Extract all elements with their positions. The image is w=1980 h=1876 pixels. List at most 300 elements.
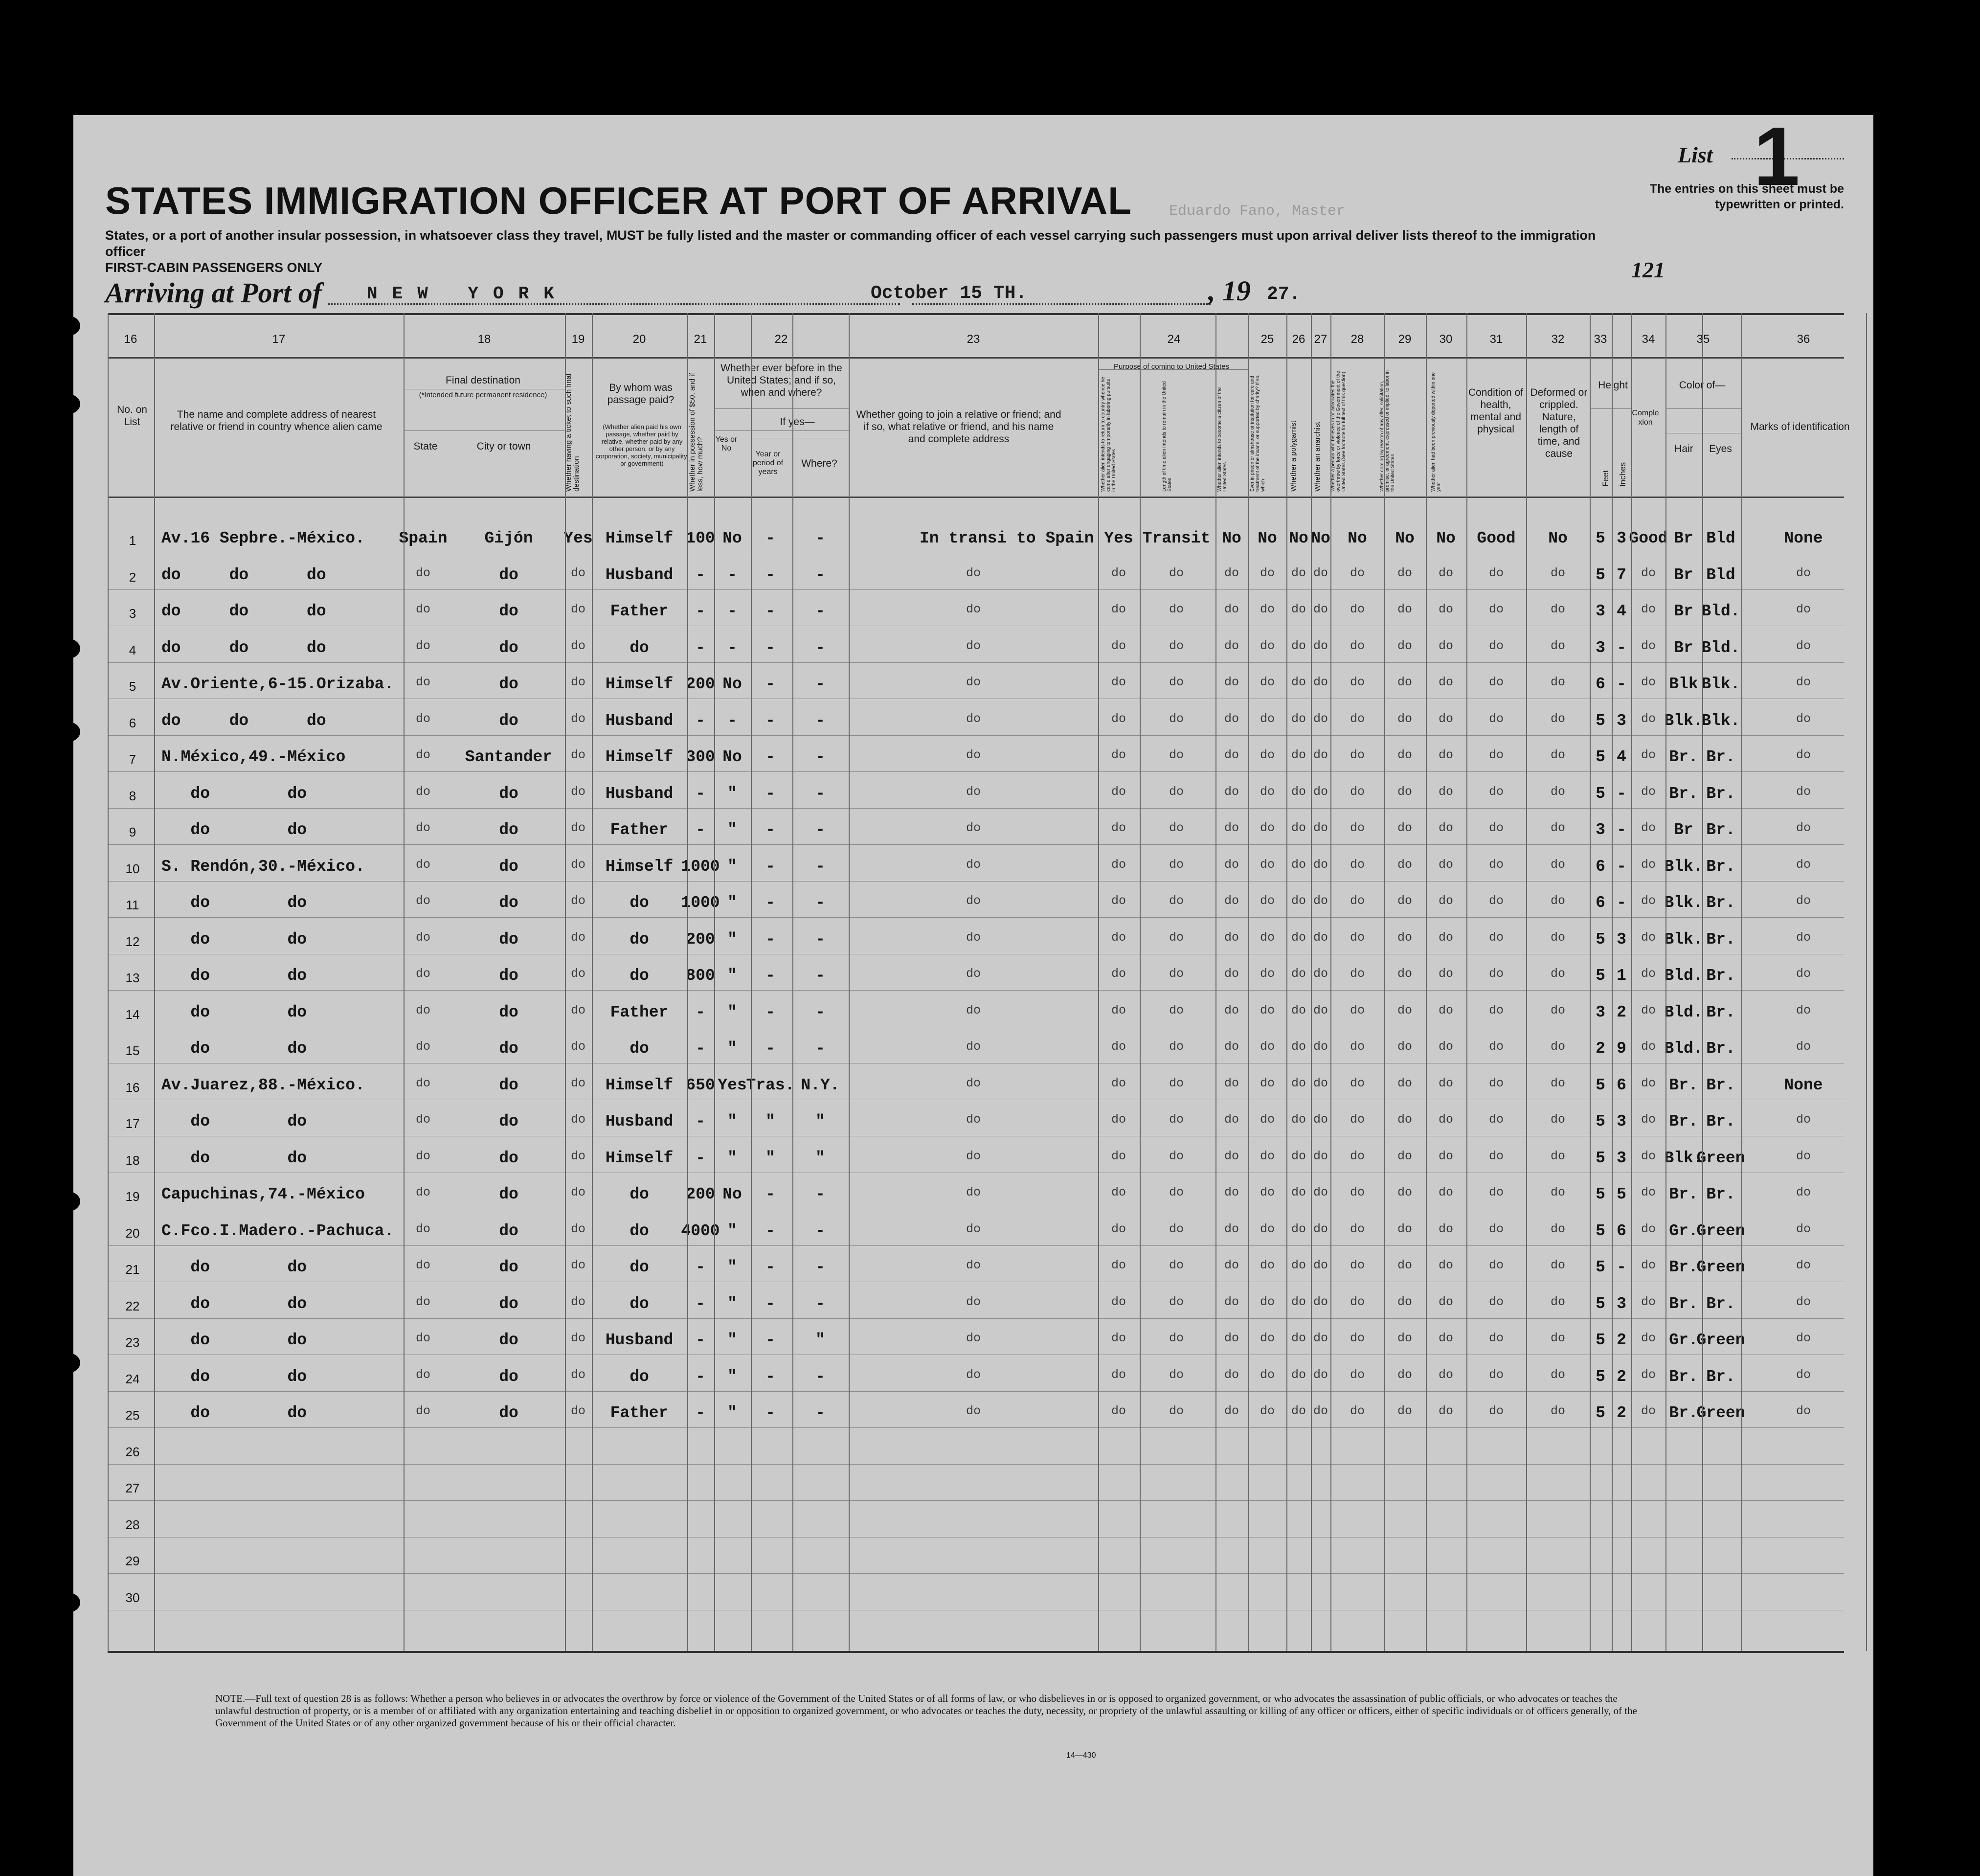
cell-deport: do xyxy=(1438,784,1453,799)
cell-length: do xyxy=(1169,894,1184,908)
cell-paid: Himself xyxy=(605,1076,674,1094)
cell-join: do xyxy=(966,930,981,945)
cell-inches: 2 xyxy=(1617,1404,1626,1422)
cell-health: do xyxy=(1488,857,1504,872)
cell-year: - xyxy=(765,602,775,620)
cell-inches: - xyxy=(1617,821,1626,839)
cell-overthrow: do xyxy=(1350,894,1365,908)
cell-health: do xyxy=(1488,784,1504,799)
cell-poly: do xyxy=(1291,784,1306,799)
cell-state: do xyxy=(415,565,430,580)
cell-deport: do xyxy=(1438,748,1453,762)
cell-complexion: do xyxy=(1641,1221,1656,1236)
row-line xyxy=(108,844,1844,845)
cell-offer: do xyxy=(1397,1367,1412,1382)
cell-health: do xyxy=(1488,1149,1504,1163)
cell-state: do xyxy=(415,1258,430,1272)
cell-deport: do xyxy=(1438,1149,1453,1163)
cell-paid: Husband xyxy=(605,1112,674,1130)
cell-length: do xyxy=(1169,602,1184,616)
cell-paid: Father xyxy=(610,821,669,839)
header-c17: The name and complete address of nearest relative or friend in country whence alien came xyxy=(170,409,382,432)
cell-marks: do xyxy=(1796,1258,1811,1272)
cell-complexion: do xyxy=(1641,1331,1656,1345)
cell-addr: do do xyxy=(161,930,307,949)
cell-health: do xyxy=(1488,1294,1504,1309)
cell-deport: do xyxy=(1438,1112,1453,1127)
cell-deport: do xyxy=(1438,1404,1453,1418)
cell-hair: Br. xyxy=(1669,1112,1698,1130)
cell-eyes: Green xyxy=(1696,1404,1745,1422)
cell-eyes: Br. xyxy=(1706,1185,1735,1203)
header-c29: Whether coming by reason of any offer, solicitation, promise, or agreement, expressed or implied, to labor in the United States xyxy=(1379,370,1395,492)
cell-health: do xyxy=(1488,602,1504,616)
cell-feet: 5 xyxy=(1596,1149,1605,1167)
cell-overthrow: do xyxy=(1350,675,1365,689)
cell-anarch: do xyxy=(1313,930,1328,945)
cell-year: - xyxy=(765,930,775,949)
cell-where: - xyxy=(815,821,825,839)
cell-marks: do xyxy=(1796,857,1811,872)
column-number: 17 xyxy=(272,333,286,346)
cell-feet: 5 xyxy=(1596,967,1605,985)
row-line xyxy=(108,662,1844,663)
cell-deformed: do xyxy=(1550,1040,1565,1054)
cell-length: do xyxy=(1169,1076,1184,1090)
cell-state: do xyxy=(415,1149,430,1163)
row-number: 24 xyxy=(125,1371,140,1386)
cell-state: do xyxy=(415,1221,430,1236)
cell-year: - xyxy=(765,1331,775,1349)
cell-poly: do xyxy=(1291,711,1306,726)
cell-feet: 3 xyxy=(1596,638,1605,657)
cell-anarch: do xyxy=(1313,821,1328,835)
cell-city: do xyxy=(499,1331,518,1349)
row-number: 30 xyxy=(125,1590,140,1605)
cell-paid: Husband xyxy=(605,565,674,584)
cell-complexion: do xyxy=(1641,784,1656,799)
cell-purpose: do xyxy=(1111,1185,1126,1199)
cell-deformed: do xyxy=(1550,1404,1565,1418)
cell-feet: 5 xyxy=(1596,1185,1605,1203)
cell-complexion: do xyxy=(1641,1258,1656,1272)
cell-deport: do xyxy=(1438,1040,1453,1054)
cell-poly: do xyxy=(1291,1331,1306,1345)
cell-join: do xyxy=(966,1294,981,1309)
arriving-label: Arriving at Port of xyxy=(105,277,322,309)
cell-inches: 1 xyxy=(1617,967,1626,985)
cell-before: - xyxy=(727,711,737,730)
cell-poly: do xyxy=(1291,1040,1306,1054)
cell-poly: do xyxy=(1291,821,1306,835)
header-c22-yesno: Yes or No xyxy=(715,435,738,452)
cell-health: do xyxy=(1488,1112,1504,1127)
header-c22-where: Where? xyxy=(801,458,837,469)
cell-addr: do do xyxy=(161,1040,307,1058)
row-number: 5 xyxy=(129,679,136,694)
cell-paid: Father xyxy=(610,1003,669,1021)
cell-hair: Br xyxy=(1674,529,1693,547)
grid-column-line xyxy=(1215,313,1216,1651)
cell-eyes: Br. xyxy=(1706,1294,1735,1313)
grid-column-line xyxy=(1702,313,1703,1651)
cell-length: do xyxy=(1169,1112,1184,1127)
cell-year: - xyxy=(765,529,775,547)
cell-year: - xyxy=(765,1221,775,1240)
cell-citizen: do xyxy=(1224,821,1239,835)
cell-poly: do xyxy=(1291,1076,1306,1090)
column-number: 32 xyxy=(1551,333,1565,346)
cell-eyes: Blk. xyxy=(1701,711,1740,730)
row-number: 6 xyxy=(129,715,136,730)
date-value: October 15 TH. xyxy=(871,283,1027,304)
cell-hair: Br xyxy=(1674,565,1693,584)
cell-feet: 6 xyxy=(1596,675,1605,693)
binder-hole xyxy=(54,316,80,336)
cell-length: do xyxy=(1169,1331,1184,1345)
cell-eyes: Bld xyxy=(1706,529,1735,547)
cell-paid: do xyxy=(630,1040,649,1058)
cell-marks: do xyxy=(1796,821,1811,835)
cell-citizen: do xyxy=(1224,1076,1239,1090)
cell-year: - xyxy=(765,784,775,803)
cell-state: do xyxy=(415,1112,430,1127)
binder-hole xyxy=(54,394,80,414)
grid-sub-line xyxy=(404,430,565,431)
row-number: 26 xyxy=(125,1444,140,1459)
cell-deformed: do xyxy=(1550,1112,1565,1127)
cell-before: No xyxy=(722,529,742,547)
cell-inches: - xyxy=(1617,894,1626,912)
header-c33-inches: Inches xyxy=(1618,462,1627,487)
cell-eyes: Br. xyxy=(1706,857,1735,876)
cell-before: No xyxy=(722,675,742,693)
cell-prison: do xyxy=(1260,967,1275,981)
form-number: 14—430 xyxy=(1066,1751,1096,1760)
cell-poly: do xyxy=(1291,1149,1306,1163)
cell-deformed: do xyxy=(1550,748,1565,762)
cell-addr: do do xyxy=(161,821,307,839)
sheet-stamp: 121 xyxy=(1631,257,1665,282)
cell-eyes: Green xyxy=(1696,1221,1745,1240)
cell-year: Tras. xyxy=(746,1076,795,1094)
header-c24a: Whether alien intends to return to country whence he came after engaging temporarily in laboring pursuits in the United States xyxy=(1101,377,1117,492)
row-number: 11 xyxy=(126,898,139,912)
faded-master-text: Eduardo Fano, Master xyxy=(1169,203,1346,220)
cell-poly: do xyxy=(1291,602,1306,616)
cell-join: do xyxy=(966,638,981,653)
cell-poly: do xyxy=(1291,930,1306,945)
header-c26: Whether a polygamist xyxy=(1289,420,1298,492)
cell-hair: Br. xyxy=(1669,1258,1698,1276)
cell-money: - xyxy=(696,1331,705,1349)
cell-addr: do do xyxy=(161,1149,307,1167)
header-c20-note: (Whether alien paid his own passage, whether paid by relative, whether paid by any other person, or by any corporation, society, municipality, or government) xyxy=(595,423,689,467)
cell-addr: C.Fco.I.Madero.-Pachuca. xyxy=(161,1221,394,1240)
row-line xyxy=(108,1500,1844,1501)
grid-column-line xyxy=(1384,313,1385,1651)
cell-offer: do xyxy=(1397,638,1412,653)
cell-purpose: do xyxy=(1111,1076,1126,1090)
cell-money: - xyxy=(696,1404,705,1422)
cell-join: do xyxy=(966,602,981,616)
cell-city: do xyxy=(499,1003,518,1021)
cell-join: do xyxy=(966,1040,981,1054)
cell-length: do xyxy=(1169,1149,1184,1163)
cell-length: do xyxy=(1169,1367,1184,1382)
header-c22-year: Year or period of years xyxy=(752,450,784,476)
header-c30: Whether alien had been previously deported within one year xyxy=(1431,372,1441,492)
cell-purpose: do xyxy=(1111,1331,1126,1345)
header-c18-note: (*Intended future permanent residence) xyxy=(419,391,547,399)
list-label: List xyxy=(1678,142,1713,167)
cell-year: - xyxy=(765,1185,775,1203)
cell-money: - xyxy=(696,565,705,584)
cell-anarch: do xyxy=(1313,748,1328,762)
cell-purpose: do xyxy=(1111,1112,1126,1127)
cell-eyes: Br. xyxy=(1706,1367,1735,1386)
cell-state: do xyxy=(415,821,430,835)
cell-overthrow: do xyxy=(1350,857,1365,872)
column-number: 27 xyxy=(1314,333,1328,346)
cell-complexion: do xyxy=(1641,638,1656,653)
cell-feet: 5 xyxy=(1596,1112,1605,1130)
cell-addr: do do do xyxy=(161,711,326,730)
cell-inches: 9 xyxy=(1617,1040,1626,1058)
cell-complexion: do xyxy=(1641,1294,1656,1309)
cell-overthrow: do xyxy=(1350,1040,1365,1054)
grid-sub-line xyxy=(1665,408,1741,409)
cell-inches: - xyxy=(1617,784,1626,803)
cell-join: do xyxy=(966,894,981,908)
cell-complexion: do xyxy=(1641,1112,1656,1127)
grid-column-line xyxy=(108,313,109,1651)
cell-marks: do xyxy=(1796,675,1811,689)
grid-column-line xyxy=(1330,313,1331,1651)
cell-hair: Br. xyxy=(1669,1367,1698,1386)
cell-deformed: do xyxy=(1550,1185,1565,1199)
row-number: 21 xyxy=(125,1262,140,1277)
cell-deformed: do xyxy=(1550,1003,1565,1017)
cell-eyes: Br. xyxy=(1706,894,1735,912)
cell-anarch: do xyxy=(1313,675,1328,689)
grid-line xyxy=(108,313,1844,315)
grid-column-line xyxy=(687,313,688,1651)
cell-year: - xyxy=(765,857,775,876)
cell-addr: do do xyxy=(161,1258,307,1276)
cell-ticket: do xyxy=(570,1112,585,1127)
cell-join: do xyxy=(966,675,981,689)
cell-deport: do xyxy=(1438,1331,1453,1345)
row-line xyxy=(108,917,1844,918)
cell-deformed: do xyxy=(1550,602,1565,616)
cell-money: - xyxy=(696,1258,705,1276)
cell-paid: do xyxy=(630,1221,649,1240)
cell-where: - xyxy=(815,967,825,985)
cell-eyes: Br. xyxy=(1706,967,1735,985)
cell-overthrow: do xyxy=(1350,1221,1365,1236)
grid-column-line xyxy=(751,313,752,1651)
cell-citizen: do xyxy=(1224,784,1239,799)
cell-poly: do xyxy=(1291,1185,1306,1199)
cell-inches: - xyxy=(1617,675,1626,693)
cell-where: - xyxy=(815,1404,825,1422)
cell-paid: do xyxy=(630,930,649,949)
cell-marks: do xyxy=(1796,1404,1811,1418)
cell-deformed: do xyxy=(1550,565,1565,580)
cell-eyes: Br. xyxy=(1706,1003,1735,1021)
cell-deport: do xyxy=(1438,1367,1453,1382)
cell-overthrow: do xyxy=(1350,711,1365,726)
cell-prison: do xyxy=(1260,821,1275,835)
cell-offer: do xyxy=(1397,1149,1412,1163)
grid-column-line xyxy=(1466,313,1467,1651)
cell-addr: do do xyxy=(161,1404,307,1422)
grid-column-line xyxy=(154,313,155,1651)
cell-purpose: do xyxy=(1111,857,1126,872)
header-c20: By whom was passage paid? xyxy=(607,382,675,406)
cell-complexion: do xyxy=(1641,1040,1656,1054)
cell-prison: do xyxy=(1260,602,1275,616)
cell-deport: do xyxy=(1438,638,1453,653)
cell-prison: do xyxy=(1260,675,1275,689)
cell-city: do xyxy=(499,857,518,876)
column-number: 24 xyxy=(1167,333,1181,346)
cell-length: do xyxy=(1169,967,1184,981)
row-number: 15 xyxy=(125,1043,140,1058)
cell-overthrow: No xyxy=(1348,529,1367,547)
cell-health: do xyxy=(1488,565,1504,580)
cell-city: do xyxy=(499,565,518,584)
column-number: 16 xyxy=(124,333,137,346)
cell-offer: do xyxy=(1397,1112,1412,1127)
cell-ticket: do xyxy=(570,565,585,580)
row-line xyxy=(108,1245,1844,1246)
cell-join: do xyxy=(966,1367,981,1382)
grid-column-line xyxy=(1590,313,1591,1651)
cell-length: do xyxy=(1169,930,1184,945)
grid-column-line xyxy=(792,313,793,1651)
cell-anarch: do xyxy=(1313,967,1328,981)
cell-before: " xyxy=(727,1112,737,1130)
cell-poly: do xyxy=(1291,1112,1306,1127)
cell-prison: do xyxy=(1260,748,1275,762)
cell-where: - xyxy=(815,1040,825,1058)
cell-citizen: do xyxy=(1224,1040,1239,1054)
cell-paid: Himself xyxy=(605,529,674,547)
cell-anarch: do xyxy=(1313,1040,1328,1054)
cell-citizen: do xyxy=(1224,1221,1239,1236)
cell-feet: 5 xyxy=(1596,1331,1605,1349)
row-number: 19 xyxy=(125,1189,140,1204)
cell-deport: do xyxy=(1438,1185,1453,1199)
cell-deformed: do xyxy=(1550,930,1565,945)
cell-complexion: do xyxy=(1641,821,1656,835)
cell-deformed: do xyxy=(1550,1331,1565,1345)
cell-money: 1000 xyxy=(681,894,720,912)
cell-deport: No xyxy=(1436,529,1456,547)
row-line xyxy=(108,735,1844,736)
cell-hair: Br. xyxy=(1669,1076,1698,1094)
cell-inches: 3 xyxy=(1617,1149,1626,1167)
cell-ticket: do xyxy=(570,894,585,908)
cell-deformed: do xyxy=(1550,638,1565,653)
cell-anarch: do xyxy=(1313,638,1328,653)
cell-poly: do xyxy=(1291,1003,1306,1017)
cell-before: " xyxy=(727,894,737,912)
cell-anarch: do xyxy=(1313,1331,1328,1345)
cell-deformed: do xyxy=(1550,675,1565,689)
cell-health: do xyxy=(1488,711,1504,726)
cell-before: " xyxy=(727,1003,737,1021)
cell-ticket: do xyxy=(570,602,585,616)
column-number: 26 xyxy=(1292,333,1305,346)
row-number: 13 xyxy=(125,971,140,985)
grid-sub-line xyxy=(1590,408,1631,409)
cell-overthrow: do xyxy=(1350,1294,1365,1309)
cell-eyes: Br. xyxy=(1706,784,1735,803)
cell-prison: do xyxy=(1260,894,1275,908)
cell-before: " xyxy=(727,1258,737,1276)
cell-overthrow: do xyxy=(1350,748,1365,762)
row-number: 20 xyxy=(125,1225,140,1241)
cell-eyes: Bld. xyxy=(1701,602,1740,620)
cell-prison: do xyxy=(1260,1112,1275,1127)
cell-prison: do xyxy=(1260,1258,1275,1272)
cell-length: do xyxy=(1169,711,1184,726)
cell-deformed: do xyxy=(1550,1076,1565,1090)
cell-poly: No xyxy=(1289,529,1308,547)
cell-inches: 3 xyxy=(1617,1294,1626,1313)
cell-prison: do xyxy=(1260,1331,1275,1345)
cell-where: - xyxy=(815,1221,825,1240)
header-c18-city: City or town xyxy=(476,441,531,452)
cell-state: do xyxy=(415,1367,430,1382)
binder-hole xyxy=(54,638,80,659)
cell-complexion: do xyxy=(1641,857,1656,872)
cell-ticket: do xyxy=(570,1367,585,1382)
cell-overthrow: do xyxy=(1350,930,1365,945)
cell-citizen: do xyxy=(1224,675,1239,689)
cell-money: - xyxy=(696,602,705,620)
grid-column-line xyxy=(1612,313,1613,1651)
cell-where: - xyxy=(815,675,825,693)
cell-deport: do xyxy=(1438,894,1453,908)
cell-money: - xyxy=(696,1003,705,1021)
entries-note: The entries on this sheet must be typewritten or printed. xyxy=(1649,182,1844,211)
grid-sub-line xyxy=(714,408,849,409)
cell-health: do xyxy=(1488,894,1504,908)
cell-poly: do xyxy=(1291,1404,1306,1418)
row-number: 22 xyxy=(125,1298,140,1313)
row-number: 1 xyxy=(129,533,136,548)
cell-feet: 3 xyxy=(1596,1003,1605,1021)
cell-inches: 3 xyxy=(1617,930,1626,949)
cell-citizen: do xyxy=(1224,1367,1239,1382)
cell-deport: do xyxy=(1438,1258,1453,1272)
cell-prison: do xyxy=(1260,1149,1275,1163)
binder-hole xyxy=(54,1353,80,1373)
binder-hole xyxy=(54,1592,80,1613)
cell-hair: Bld. xyxy=(1664,967,1703,985)
cell-complexion: do xyxy=(1641,1076,1656,1090)
cell-purpose: do xyxy=(1111,1003,1126,1017)
cell-anarch: do xyxy=(1313,711,1328,726)
cell-purpose: Yes xyxy=(1104,529,1133,547)
cell-purpose: do xyxy=(1111,602,1126,616)
cell-deformed: do xyxy=(1550,821,1565,835)
cell-year: - xyxy=(765,1003,775,1021)
